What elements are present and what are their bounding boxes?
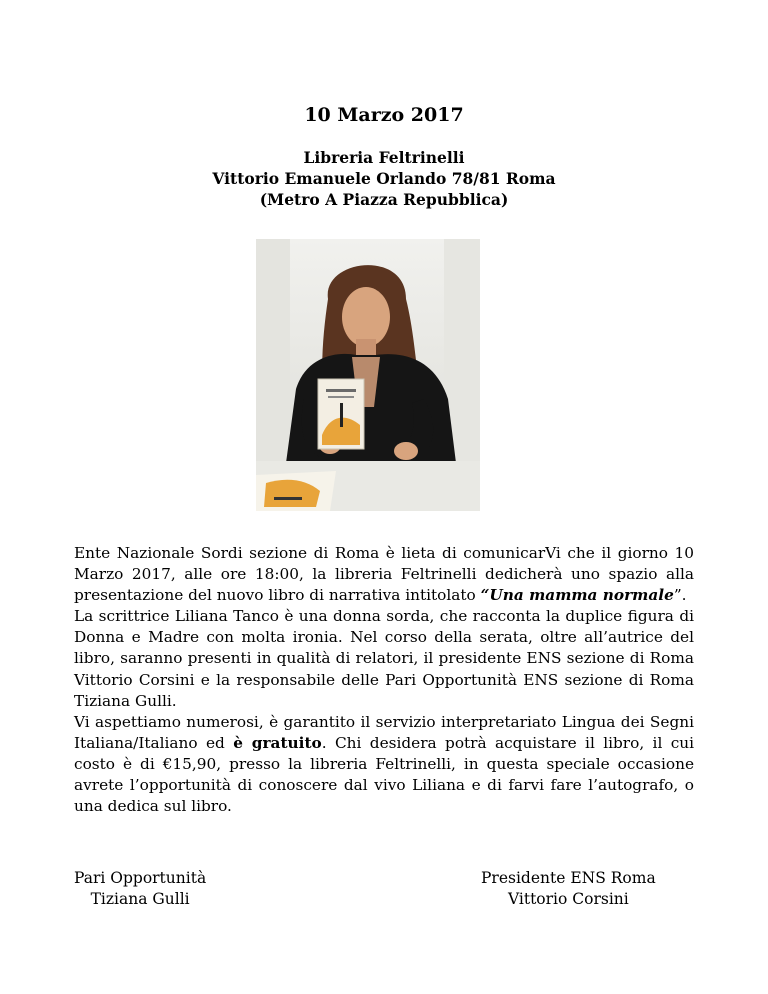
paragraph-2: La scrittrice Liliana Tanco è una donna sorda, che racconta la duplice figura di Donna e Madre con molta ironia. Nel corso della serata, oltre all’autrice del libro, saranno presenti in qualità di relatori, il presidente ENS sezione di Roma Vittorio Corsini e la responsabile delle Pari Opportunità ENS sezione di Roma Tiziana Gulli. — [74, 607, 694, 710]
signature-right — [481, 868, 656, 910]
signature-right-role: Presidente ENS Roma — [481, 869, 656, 887]
signature-right-name: Vittorio Corsini — [507, 890, 629, 908]
book-title: “Una mamma normale — [480, 586, 674, 605]
author-photo — [256, 239, 480, 511]
signature-left-role: Pari Opportunità — [74, 869, 207, 887]
paragraph-1 — [74, 543, 694, 606]
author-photo-illustration — [256, 239, 480, 511]
paragraph-3-end: . Chi desidera potrà acquistare il libro, il cui costo è di €15,90, presso la libreria Feltrinelli, in questa speciale occasione avrete l’opportunità di conoscere dal vivo Liliana e di farvi fare l’autografo, o una dedica sul libro. — [74, 733, 695, 816]
event-date: 10 Marzo 2017 — [304, 104, 464, 126]
paragraph-3-text: Vi aspettiamo numerosi, è garantito il servizio interpretariato Lingua dei Segni Italiana/Italiano ed — [74, 712, 694, 752]
free-entry-emphasis: è gratuito — [233, 733, 322, 752]
venue-metro: (Metro A Piazza Repubblica) — [259, 190, 509, 209]
paragraph-1-end: ”. — [673, 586, 687, 605]
venue-block — [0, 147, 768, 210]
paragraph-3 — [74, 712, 694, 817]
announcement-body — [74, 543, 694, 817]
paragraph-1-text: Ente Nazionale Sordi sezione di Roma è lieta di comunicarVi che il giorno 10 Marzo 2017, alle ore 18:00, la libreria Feltrinelli dedicherà uno spazio alla presentazione del nuovo libro di narrativa intitolato — [74, 544, 694, 605]
venue-address: Vittorio Emanuele Orlando 78/81 Roma — [212, 169, 556, 188]
venue-name: Libreria Feltrinelli — [303, 148, 465, 167]
signature-left — [74, 868, 206, 910]
signature-left-name: Tiziana Gulli — [90, 890, 190, 908]
